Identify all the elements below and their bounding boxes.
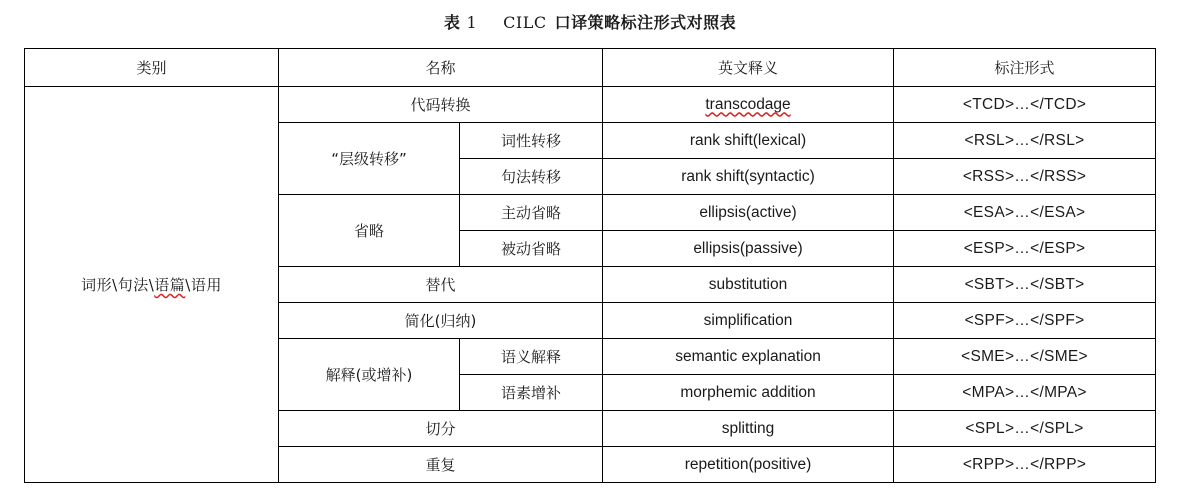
english-term: rank shift(syntactic) bbox=[603, 159, 894, 195]
table-row bbox=[25, 87, 1156, 123]
annotation-tag: <SBT>…</SBT> bbox=[894, 267, 1156, 303]
annotation-tag: <TCD>…</TCD> bbox=[894, 87, 1156, 123]
header-tag: 标注形式 bbox=[894, 49, 1156, 87]
english-term: rank shift(lexical) bbox=[603, 123, 894, 159]
strategy-subtype: 语义解释 bbox=[460, 339, 603, 375]
strategy-group: “层级转移” bbox=[279, 123, 460, 195]
english-term: ellipsis(active) bbox=[603, 195, 894, 231]
annotation-tag: <RPP>…</RPP> bbox=[894, 447, 1156, 483]
strategy-subtype: 句法转移 bbox=[460, 159, 603, 195]
annotation-tag: <MPA>…</MPA> bbox=[894, 375, 1156, 411]
header-english: 英文释义 bbox=[603, 49, 894, 87]
annotation-tag: <SME>…</SME> bbox=[894, 339, 1156, 375]
category-cell bbox=[25, 87, 279, 483]
english-term: repetition(positive) bbox=[603, 447, 894, 483]
strategy-subtype: 主动省略 bbox=[460, 195, 603, 231]
english-term-text: transcodage bbox=[705, 95, 791, 113]
table-caption bbox=[0, 10, 1180, 33]
header-name: 名称 bbox=[279, 49, 603, 87]
strategy-name: 重复 bbox=[279, 447, 603, 483]
english-term: splitting bbox=[603, 411, 894, 447]
strategy-subtype: 语素增补 bbox=[460, 375, 603, 411]
strategy-name: 代码转换 bbox=[279, 87, 603, 123]
annotation-tag: <RSL>…</RSL> bbox=[894, 123, 1156, 159]
strategy-table bbox=[24, 48, 1156, 483]
strategy-group: 解释(或增补) bbox=[279, 339, 460, 411]
english-term: substitution bbox=[603, 267, 894, 303]
strategy-subtype: 被动省略 bbox=[460, 231, 603, 267]
english-term: morphemic addition bbox=[603, 375, 894, 411]
annotation-tag: <SPL>…</SPL> bbox=[894, 411, 1156, 447]
header-category: 类别 bbox=[25, 49, 279, 87]
caption-prefix: 表 bbox=[443, 13, 461, 32]
annotation-tag: <ESP>…</ESP> bbox=[894, 231, 1156, 267]
annotation-tag: <ESA>…</ESA> bbox=[894, 195, 1156, 231]
strategy-name: 替代 bbox=[279, 267, 603, 303]
category-part: 词形\句法\ bbox=[81, 276, 155, 294]
english-term: semantic explanation bbox=[603, 339, 894, 375]
strategy-name: 简化(归纳) bbox=[279, 303, 603, 339]
category-part: \语用 bbox=[185, 276, 222, 294]
strategy-group: 省略 bbox=[279, 195, 460, 267]
english-term bbox=[603, 87, 894, 123]
header-row bbox=[25, 49, 1156, 87]
caption-number: 1 bbox=[466, 13, 478, 32]
annotation-tag: <SPF>…</SPF> bbox=[894, 303, 1156, 339]
caption-code: CILC bbox=[503, 13, 547, 32]
english-term: simplification bbox=[603, 303, 894, 339]
english-term: ellipsis(passive) bbox=[603, 231, 894, 267]
caption-title: 口译策略标注形式对照表 bbox=[554, 13, 737, 32]
strategy-name: 切分 bbox=[279, 411, 603, 447]
annotation-tag: <RSS>…</RSS> bbox=[894, 159, 1156, 195]
category-part: 语篇 bbox=[154, 276, 186, 294]
strategy-subtype: 词性转移 bbox=[460, 123, 603, 159]
